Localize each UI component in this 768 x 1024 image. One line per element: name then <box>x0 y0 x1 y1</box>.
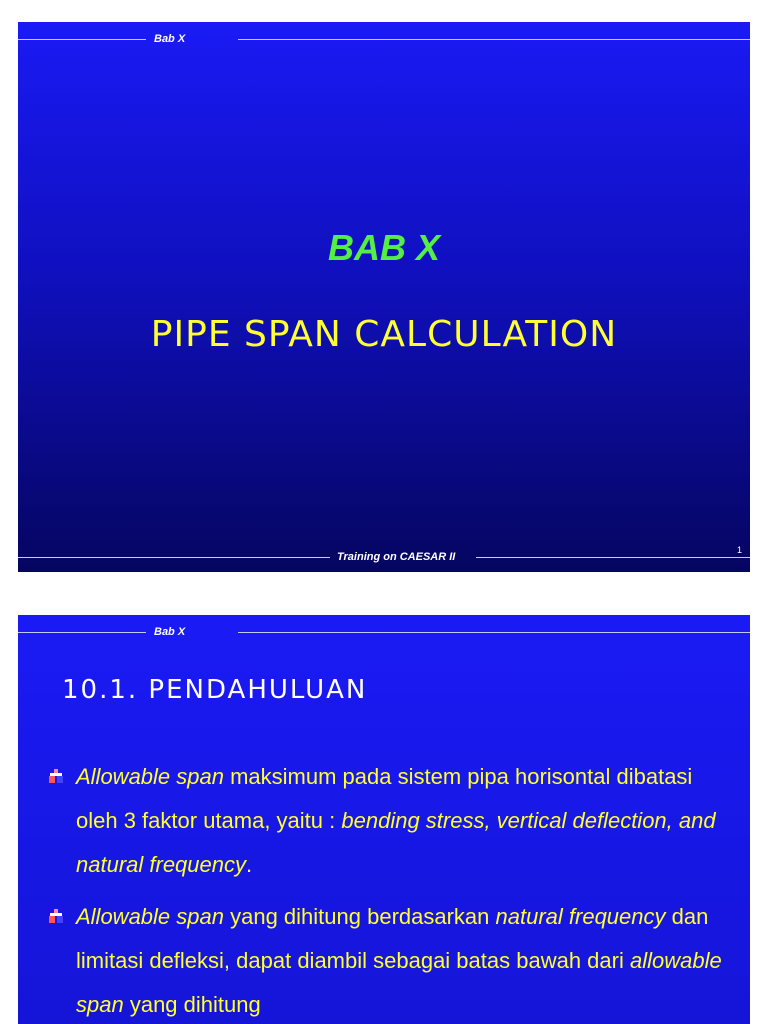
bullet-icon <box>48 909 64 923</box>
page-number: 1 <box>736 545 742 555</box>
bullet1-part1: Allowable span <box>76 764 224 789</box>
bullet-list <box>48 755 738 1024</box>
bullet2-part4: dan limitasi defleksi, dapat diambil sebagai batas bawah dari <box>76 904 709 973</box>
bullet1-part2: maksimum pada sistem pipa horisontal dibatasi oleh 3 faktor utama, yaitu : <box>76 764 693 833</box>
bullet2-part2: yang dihitung berdasarkan <box>223 904 496 929</box>
footer-rule-right <box>476 557 750 558</box>
bullet2-part1: Allowable span <box>76 904 224 929</box>
header-rule-left <box>18 39 146 40</box>
header-label: Bab X <box>154 33 186 45</box>
header-label: Bab X <box>154 626 186 638</box>
bullet-item <box>48 755 738 887</box>
bullet2-part3: natural frequency <box>495 904 666 929</box>
content-slide <box>18 615 750 1024</box>
bullet1-part3: bending stress, vertical deflection, and natural frequency <box>76 808 716 877</box>
title-slide <box>18 22 750 572</box>
bullet2-part6: yang dihitung <box>123 992 261 1017</box>
footer-label: Training on CAESAR II <box>337 551 456 563</box>
bullet2-part5: allowable span <box>76 948 722 1017</box>
bullet-item <box>48 895 738 1024</box>
header-rule-right <box>238 632 750 633</box>
header-rule-right <box>238 39 750 40</box>
section-title: 10.1. PENDAHULUAN <box>62 675 368 705</box>
bullet1-part4: . <box>246 852 253 877</box>
slide-title: PIPE SPAN CALCULATION <box>150 314 618 355</box>
footer-rule-left <box>18 557 330 558</box>
header-rule-left <box>18 632 146 633</box>
chapter-title: BAB X <box>327 227 440 268</box>
bullet-icon <box>48 769 64 783</box>
